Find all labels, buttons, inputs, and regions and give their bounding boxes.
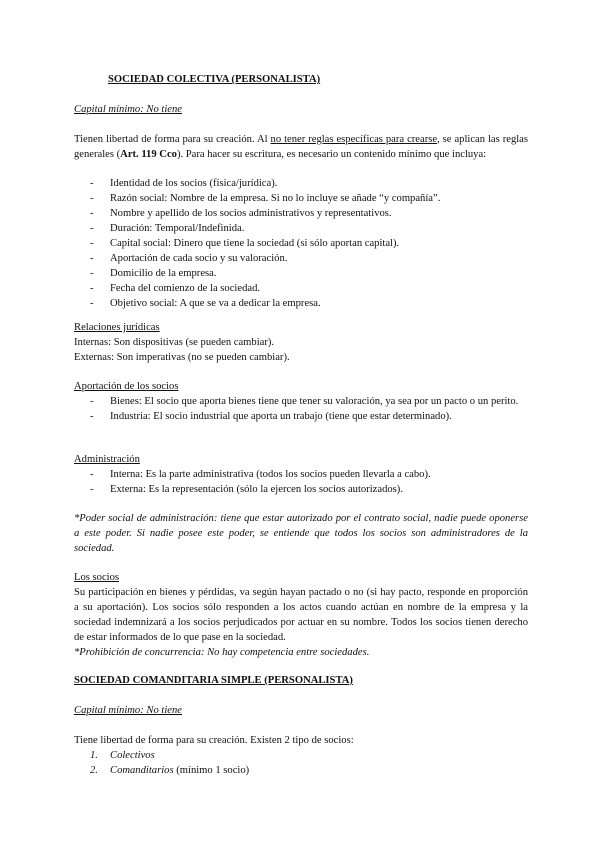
- list-item: - Fecha del comienzo de la sociedad.: [74, 281, 528, 296]
- list-item: - Externa: Es la representación (sólo la ejercen los socios autorizados).: [74, 482, 528, 497]
- list-item: [74, 748, 528, 763]
- list-item: [74, 763, 528, 778]
- socio-type-extra: (mínimo 1 socio): [173, 765, 250, 776]
- concurrencia-note: *Prohibición de concurrencia: No hay competencia entre sociedades.: [74, 647, 370, 658]
- aportacion-list: [74, 394, 528, 424]
- intro-text-b: , se aplican las reglas generales (: [74, 134, 529, 160]
- section-title-comanditaria: SOCIEDAD COMANDITARIA SIMPLE (PERSONALISTA): [74, 675, 353, 686]
- list-item: - Identidad de los socios (física/jurídica).: [74, 176, 528, 191]
- intro-text-a: Tienen libertad de forma para su creación. Al: [74, 134, 271, 145]
- intro-paragraph-colectiva: [74, 132, 528, 162]
- relaciones-heading: Relaciones jurídicas: [74, 322, 160, 333]
- socios-heading: Los socios: [74, 572, 120, 583]
- socio-type-label: Comanditarios: [110, 765, 174, 776]
- list-item: - Nombre y apellido de los socios administrativos y representativos.: [74, 206, 528, 221]
- relaciones-internas: Internas: Son dispositivas (se pueden cambiar).: [74, 337, 275, 348]
- relaciones-externas: Externas: Son imperativas (no se pueden cambiar).: [74, 352, 290, 363]
- capital-minimo-comanditaria: Capital mínimo: No tiene: [74, 705, 182, 716]
- socio-type-label: Colectivos: [110, 750, 155, 761]
- list-item: - Razón social: Nombre de la empresa. Si no lo incluye se añade “y compañía”.: [74, 191, 528, 206]
- poder-social-note: *Poder social de administración: tiene que estar autorizado por el contrato social, nadie puede oponerse a este poder. Si nadie posee este poder, se entiende que todos los socios son administradores de la sociedad.: [74, 513, 528, 554]
- section-title-colectiva: SOCIEDAD COLECTIVA (PERSONALISTA): [108, 74, 321, 85]
- list-item: - Capital social: Dinero que tiene la sociedad (si sólo aportan capital).: [74, 236, 528, 251]
- intro-paragraph-comanditaria: Tiene libertad de forma para su creación. Existen 2 tipo de socios:: [74, 735, 354, 746]
- socios-paragraph: Su participación en bienes y pérdidas, va según hayan pactado o no (si hay pacto, responde en proporción a su aportación). Los socios sólo responden a los actos cuando actúan en nombre de la empresa y la sociedad indemnizará a los socios perjudicados por actuar en su nombre. Todos los socios tienen derecho de estar informados de lo que pase en la sociedad.: [74, 587, 528, 643]
- list-item: - Duración: Temporal/Indefinida.: [74, 221, 528, 236]
- list-number: 2.: [90, 765, 98, 776]
- list-item: - Industria: El socio industrial que aporta un trabajo (tiene que estar determinado).: [74, 409, 528, 424]
- list-item: - Bienes: El socio que aporta bienes tiene que tener su valoración, ya sea por un pacto o un perito.: [74, 394, 528, 409]
- capital-minimo-colectiva: Capital mínimo: No tiene: [74, 104, 182, 115]
- administracion-heading: Administración: [74, 454, 140, 465]
- list-item: - Domicilio de la empresa.: [74, 266, 528, 281]
- intro-text-c: ). Para hacer su escritura, es necesario un contenido mínimo que incluya:: [176, 149, 487, 160]
- aportacion-heading: Aportación de los socios: [74, 381, 179, 392]
- list-item: - Interna: Es la parte administrativa (todos los socios pueden llevarla a cabo).: [74, 467, 528, 482]
- minimum-content-list: [74, 176, 528, 311]
- list-item: - Aportación de cada socio y su valoración.: [74, 251, 528, 266]
- administracion-list: [74, 467, 528, 497]
- article-reference: Art. 119 Cco: [120, 149, 177, 160]
- list-item: - Objetivo social: A que se va a dedicar la empresa.: [74, 296, 528, 311]
- intro-underlined: no tener reglas específicas para crearse: [270, 134, 438, 145]
- socios-types-list: [74, 748, 528, 778]
- list-number: 1.: [90, 750, 98, 761]
